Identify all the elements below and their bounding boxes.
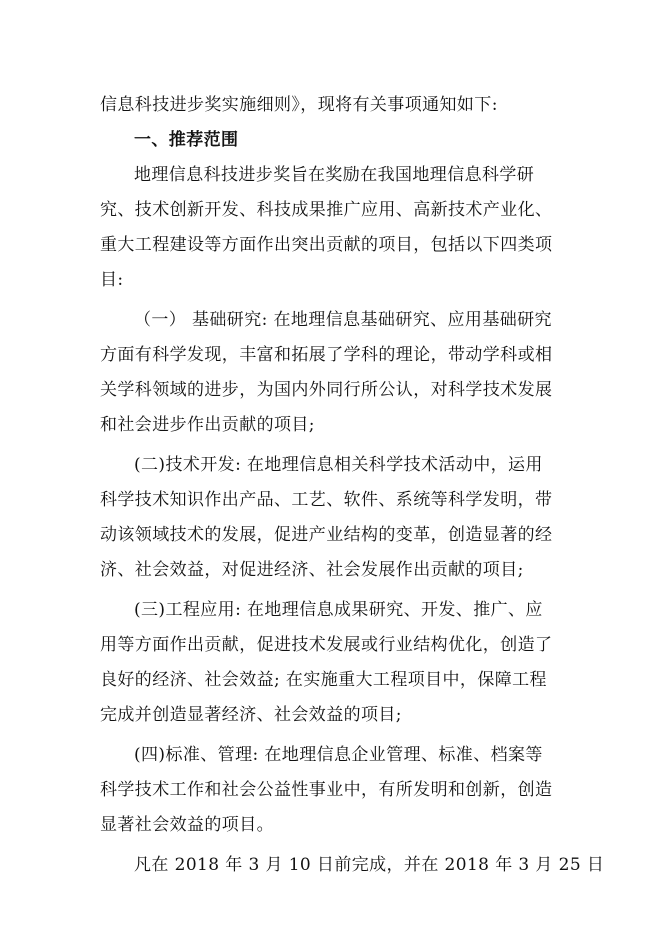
text-line: 信息科技进步奖实施细则》，现将有关事项通知如下: <box>100 95 498 115</box>
paragraph-line: 和社会进步作出贡献的项目; <box>100 415 315 435</box>
paragraph-line: 良好的经济、社会效益; 在实施重大工程项目中，保障工程 <box>100 670 547 690</box>
paragraph-line: 凡在 2018 年 3 月 10 日前完成，并在 2018 年 3 月 25 日 <box>134 855 605 875</box>
item-engineering-application: (三)工程应用: 在地理信息成果研究、开发、推广、应 <box>134 600 543 620</box>
paragraph-line: 用等方面作出贡献，促进技术发展或行业结构优化，创造了 <box>100 635 553 655</box>
paragraph-line: 显著社会效益的项目。 <box>100 815 274 835</box>
paragraph-line: 完成并创造显著经济、社会效益的项目; <box>100 705 402 725</box>
item-standards-management: (四)标准、管理: 在地理信息企业管理、标准、档案等 <box>134 745 543 765</box>
paragraph-line: 重大工程建设等方面作出突出贡献的项目，包括以下四类项 <box>100 235 553 255</box>
item-basic-research: （一） 基础研究: 在地理信息基础研究、应用基础研究 <box>134 310 552 330</box>
paragraph-line: 目: <box>100 270 124 290</box>
paragraph-line: 动该领域技术的发展，促进产业结构的变革，创造显著的经 <box>100 525 553 545</box>
section-heading: 一、推荐范围 <box>134 130 239 150</box>
paragraph-line: 地理信息科技进步奖旨在奖励在我国地理信息科学研 <box>134 165 535 185</box>
paragraph-line: 关学科领域的进步，为国内外同行所公认，对科学技术发展 <box>100 380 553 400</box>
paragraph-line: 方面有科学发现，丰富和拓展了学科的理论，带动学科或相 <box>100 345 553 365</box>
paragraph-line: 济、社会效益，对促进经济、社会发展作出贡献的项目; <box>100 560 524 580</box>
document-body <box>100 92 605 887</box>
paragraph-line: 科学技术知识作出产品、工艺、软件、系统等科学发明，带 <box>100 490 553 510</box>
item-technology-development: (二)技术开发: 在地理信息相关科学技术活动中，运用 <box>134 455 543 475</box>
paragraph-line: 究、技术创新开发、科技成果推广应用、高新技术产业化、 <box>100 200 553 220</box>
paragraph-line: 科学技术工作和社会公益性事业中，有所发明和创新，创造 <box>100 780 553 800</box>
